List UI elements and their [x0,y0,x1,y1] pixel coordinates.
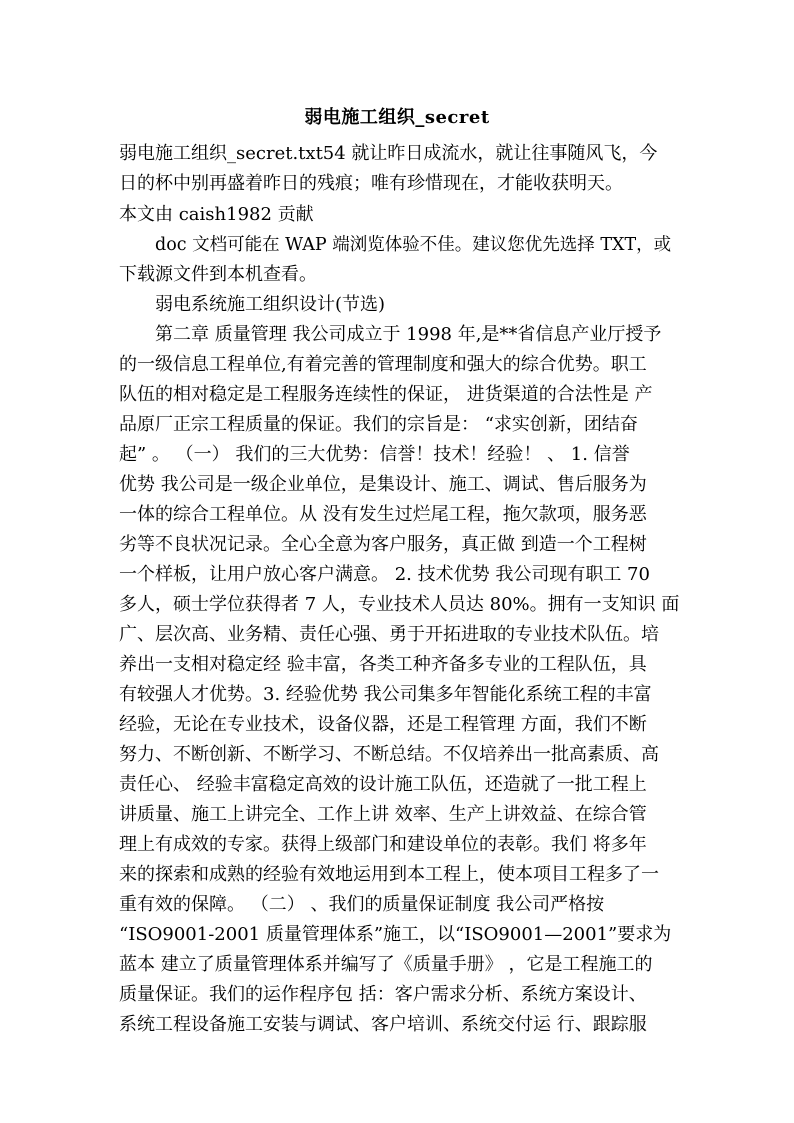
text-line: 优势 我公司是一级企业单位，是集设计、施工、调试、售后服务为 [119,474,647,495]
text-line: 本文由 caish1982 贡献 [119,204,314,225]
text-line: 日的杯中别再盛着昨日的残痕；唯有珍惜现在，才能收获明天。 [119,173,623,194]
text-line: 队伍的相对稳定是工程服务连续性的保证， 进货渠道的合法性是 产 [119,384,653,405]
text-line: 重有效的保障。 （二） 、我们的质量保证制度 我公司严格按 [119,894,605,915]
text-line: 蓝本 建立了质量管理体系并编写了《质量手册》 ，它是工程施工的 [119,954,653,975]
text-line: 来的探索和成熟的经验有效地运用到本工程上，使本项目工程多了一 [119,864,659,885]
text-line: 弱电施工组织_secret.txt54 就让昨日成流水，就让往事随风飞，今 [119,143,658,164]
document-title: 弱电施工组织_secret [304,107,490,128]
text-line: 劣等不良状况记录。全心全意为客户服务，真正做 到造一个工程树 [119,534,647,555]
text-line: 有较强人才优势。3. 经验优势 我公司集多年智能化系统工程的丰富 [119,684,652,705]
text-line: 责任心、 经验丰富稳定高效的设计施工队伍，还造就了一批工程上 [119,774,647,795]
text-line: 养出一支相对稳定经 验丰富，各类工种齐备多专业的工程队伍，具 [119,654,647,675]
text-line: “ISO9001-2001 质量管理体系”施工，以“ISO9001—2001”要求为 [119,924,672,945]
text-line: 努力、不断创新、不断学习、不断总结。不仅培养出一批高素质、高 [119,744,659,765]
text-line: 经验，无论在专业技术，设备仪器，还是工程管理 方面，我们不断 [119,714,647,735]
text-line: 讲质量、施工上讲完全、工作上讲 效率、生产上讲效益、在综合管 [119,804,647,825]
text-line: 理上有成效的专家。获得上级部门和建设单位的表彰。我们 将多年 [119,834,647,855]
text-line: 的一级信息工程单位,有着完善的管理制度和强大的综合优势。职工 [119,354,647,375]
text-line: 广、层次高、业务精、责任心强、勇于开拓进取的专业技术队伍。培 [119,624,659,645]
text-line: 多人，硕士学位获得者 7 人，专业技术人员达 80%。拥有一支知识 面 [119,594,680,615]
text-line: 一个样板，让用户放心客户满意。 2. 技术优势 我公司现有职工 70 [119,564,650,585]
text-line: 起” 。 （一） 我们的三大优势：信誉！技术！经验！ 、 1. 信誉 [119,444,630,465]
text-line: 弱电系统施工组织设计(节选) [155,294,386,315]
text-line: 系统工程设备施工安装与调试、客户培训、系统交付运 行、跟踪服 [119,1014,647,1035]
text-line: 质量保证。我们的运作程序包 括：客户需求分析、系统方案设计、 [119,984,647,1005]
text-line: 下载源文件到本机查看。 [119,264,317,285]
text-line: 一体的综合工程单位。从 没有发生过烂尾工程，拖欠款项，服务恶 [119,504,647,525]
text-line: 第二章 质量管理 我公司成立于 1998 年,是**省信息产业厅授予 [155,324,662,345]
text-line: doc 文档可能在 WAP 端浏览体验不佳。建议您优先选择 TXT，或 [155,235,672,255]
text-line: 品原厂正宗工程质量的保证。我们的宗旨是： “求实创新，团结奋 [119,414,638,435]
